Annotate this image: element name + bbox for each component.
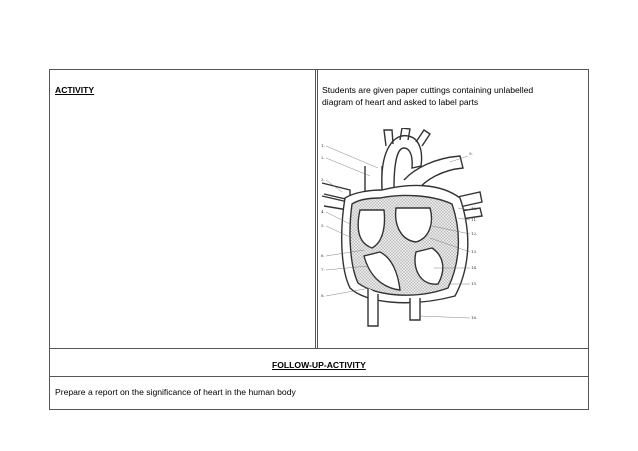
label-13: 13. <box>471 249 478 254</box>
activity-description-line-1: Students are given paper cuttings containing unlabelled <box>322 85 534 95</box>
label-10: 10. <box>471 206 478 211</box>
label-5: 5. <box>321 223 325 228</box>
label-15: 15. <box>471 281 478 286</box>
label-4: 4. <box>321 209 325 214</box>
row-divider-2 <box>49 376 589 377</box>
activity-heading: ACTIVITY <box>55 85 95 95</box>
label-7: 7. <box>321 267 325 272</box>
column-divider <box>315 69 316 348</box>
label-11: 11. <box>471 217 478 222</box>
label-1: 1. <box>321 143 325 148</box>
label-14: 14. <box>471 265 478 270</box>
followup-heading: FOLLOW-UP-ACTIVITY <box>272 360 366 370</box>
label-3: 3. <box>321 177 325 182</box>
label-9: 9. <box>469 151 473 156</box>
label-12: 12. <box>471 231 478 236</box>
label-6: 6. <box>321 253 325 258</box>
activity-description-line-2: diagram of heart and asked to label parts <box>322 97 479 107</box>
label-2: 2. <box>321 155 325 160</box>
followup-text: Prepare a report on the significance of heart in the human body <box>55 387 296 397</box>
label-8: 8. <box>321 293 325 298</box>
row-divider-1 <box>49 348 589 349</box>
heart-diagram <box>320 128 485 328</box>
column-divider-inner <box>317 69 318 348</box>
label-16: 16. <box>471 315 478 320</box>
